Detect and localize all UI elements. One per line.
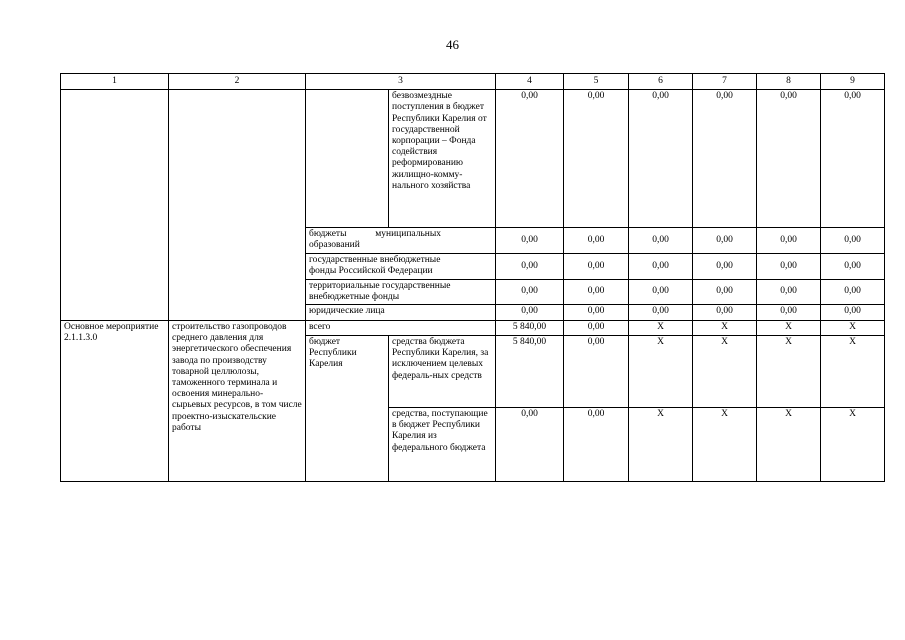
value-cell: 0,00 — [564, 321, 629, 336]
funding-source-cell: средства бюджета Республики Карелия, за исключением целевых федераль-ных средств — [389, 336, 496, 408]
header-cell: 3 — [306, 74, 496, 90]
value-cell: 0,00 — [496, 254, 564, 279]
value-cell: 0,00 — [564, 228, 629, 254]
budget-cell: бюджет Республики Карелия — [306, 336, 389, 482]
value-cell: 0,00 — [693, 254, 757, 279]
value-cell: 0,00 — [496, 228, 564, 254]
value-cell: 0,00 — [629, 254, 693, 279]
header-cell: 1 — [61, 74, 169, 90]
value-cell: X — [821, 321, 885, 336]
header-cell: 7 — [693, 74, 757, 90]
table-row — [61, 90, 885, 228]
value-cell: 0,00 — [564, 254, 629, 279]
value-cell: 0,00 — [564, 279, 629, 304]
table-row — [61, 321, 885, 336]
value-cell: 0,00 — [564, 305, 629, 321]
header-cell: 2 — [169, 74, 306, 90]
value-cell: X — [693, 336, 757, 408]
header-cell: 8 — [757, 74, 821, 90]
page-number: 46 — [446, 37, 459, 52]
funding-source-word: муниципальных — [375, 229, 441, 240]
funding-source-word: бюджеты — [309, 229, 347, 240]
value-cell: 0,00 — [629, 305, 693, 321]
header-cell: 9 — [821, 74, 885, 90]
header-cell: 5 — [564, 74, 629, 90]
value-cell: 0,00 — [564, 408, 629, 482]
value-cell: 0,00 — [821, 254, 885, 279]
value-cell: X — [629, 408, 693, 482]
value-cell: 0,00 — [496, 90, 564, 228]
header-cell: 6 — [629, 74, 693, 90]
funding-source-cell: безвозмездные поступления в бюджет Республики Карелия от государственной корпорации – Фонда содействия реформированию жилищно-комму-нального хозяйства — [389, 90, 496, 228]
value-cell: 0,00 — [629, 279, 693, 304]
value-cell: X — [757, 321, 821, 336]
budget-cell-empty — [306, 90, 389, 228]
value-cell: 0,00 — [757, 228, 821, 254]
value-cell: 0,00 — [564, 336, 629, 408]
value-cell: 5 840,00 — [496, 336, 564, 408]
value-cell: X — [821, 408, 885, 482]
value-cell: X — [629, 336, 693, 408]
value-cell: 0,00 — [629, 90, 693, 228]
header-row — [61, 74, 885, 90]
value-cell: 0,00 — [693, 305, 757, 321]
funding-source-cell: государственные внебюджетные фонды Российской Федерации — [306, 254, 496, 279]
funding-source-cell: юридические лица — [306, 305, 496, 321]
funding-source-cell — [306, 228, 496, 254]
measure-cell-empty — [61, 90, 169, 321]
value-cell: 0,00 — [757, 90, 821, 228]
value-cell: 0,00 — [564, 90, 629, 228]
value-cell: 0,00 — [821, 305, 885, 321]
value-cell: X — [693, 408, 757, 482]
funding-source-cell: территориальные государственные внебюджетные фонды — [306, 279, 496, 304]
value-cell: X — [693, 321, 757, 336]
value-cell: 0,00 — [496, 279, 564, 304]
value-cell: X — [821, 336, 885, 408]
value-cell: 0,00 — [629, 228, 693, 254]
value-cell: 0,00 — [821, 90, 885, 228]
value-cell: X — [757, 336, 821, 408]
value-cell: X — [629, 321, 693, 336]
funding-source-cell: всего — [306, 321, 496, 336]
measure-cell: Основное мероприятие 2.1.1.3.0 — [61, 321, 169, 482]
description-cell-empty — [169, 90, 306, 321]
value-cell: 0,00 — [693, 228, 757, 254]
value-cell: 0,00 — [757, 305, 821, 321]
value-cell: 0,00 — [496, 408, 564, 482]
value-cell: 5 840,00 — [496, 321, 564, 336]
value-cell: 0,00 — [821, 279, 885, 304]
value-cell: 0,00 — [757, 254, 821, 279]
value-cell: 0,00 — [693, 90, 757, 228]
value-cell: X — [757, 408, 821, 482]
funding-source-cell: средства, поступающие в бюджет Республики Карелия из федерального бюджета — [389, 408, 496, 482]
value-cell: 0,00 — [693, 279, 757, 304]
value-cell: 0,00 — [757, 279, 821, 304]
value-cell: 0,00 — [821, 228, 885, 254]
funding-source-word: образований — [309, 240, 360, 251]
description-cell: строительство газопроводов среднего давления для энергетического обеспечения завода по производству товарной целлюлозы, таможенного терминала и освоения минерально-сырьевых ресурсов, в том числе проектно-изыскательские работы — [169, 321, 306, 482]
value-cell: 0,00 — [496, 305, 564, 321]
header-cell: 4 — [496, 74, 564, 90]
budget-table — [60, 73, 885, 482]
